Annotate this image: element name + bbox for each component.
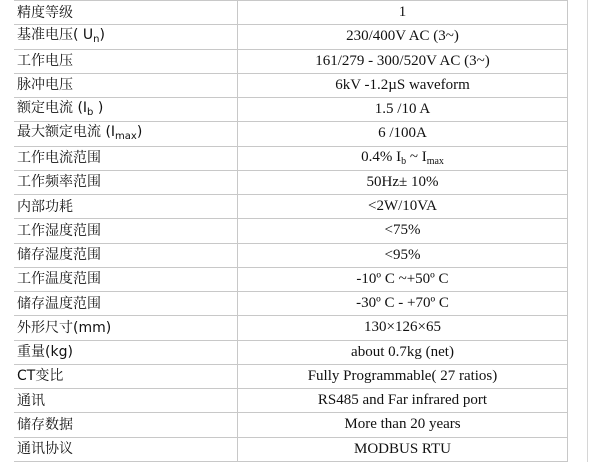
spec-label: 工作电流范围 [14, 146, 238, 170]
table-row [14, 25, 568, 49]
table-row [14, 364, 568, 388]
table-row [14, 170, 568, 194]
spec-value: 1 [238, 1, 568, 25]
spec-label: CT变比 [14, 364, 238, 388]
spec-label: 精度等级 [14, 1, 238, 25]
page-edge-divider [587, 0, 588, 462]
spec-value: 130×126×65 [238, 316, 568, 340]
spec-value: 161/279 - 300/520V AC (3~) [238, 49, 568, 73]
table-row [14, 122, 568, 146]
spec-label: 工作湿度范围 [14, 219, 238, 243]
spec-label: 重量(kg) [14, 340, 238, 364]
table-row [14, 195, 568, 219]
spec-value: 230/400V AC (3~) [238, 25, 568, 49]
table-row [14, 340, 568, 364]
table-row [14, 389, 568, 413]
table-row [14, 98, 568, 122]
spec-table [14, 0, 568, 462]
spec-label: 通讯 [14, 389, 238, 413]
spec-value: More than 20 years [238, 413, 568, 437]
table-row [14, 292, 568, 316]
spec-label: 通讯协议 [14, 437, 238, 461]
spec-value: 1.5 /10 A [238, 98, 568, 122]
spec-value: 0.4% $I_b$ ~ $I_{max}$ [238, 146, 568, 170]
spec-value: <2W/10VA [238, 195, 568, 219]
table-row [14, 73, 568, 97]
spec-value: 50Hz± 10% [238, 170, 568, 194]
table-row [14, 316, 568, 340]
table-row [14, 219, 568, 243]
table-row [14, 243, 568, 267]
spec-value: about 0.7kg (net) [238, 340, 568, 364]
spec-label: 脉冲电压 [14, 73, 238, 97]
spec-label: 储存数据 [14, 413, 238, 437]
spec-value: Fully Programmable( 27 ratios) [238, 364, 568, 388]
spec-label: 储存温度范围 [14, 292, 238, 316]
spec-label: 工作温度范围 [14, 267, 238, 291]
spec-value: 6kV -1.2µS waveform [238, 73, 568, 97]
table-row [14, 49, 568, 73]
spec-label: 最大额定电流 $(I_{max})$ [14, 122, 238, 146]
spec-value: RS485 and Far infrared port [238, 389, 568, 413]
spec-label: 储存湿度范围 [14, 243, 238, 267]
spec-label: 工作电压 [14, 49, 238, 73]
table-row [14, 267, 568, 291]
table-row [14, 437, 568, 461]
spec-label: 基准电压( $U_n$) [14, 25, 238, 49]
spec-value: -10º C ~+50º C [238, 267, 568, 291]
table-row [14, 146, 568, 170]
spec-value: MODBUS RTU [238, 437, 568, 461]
table-row [14, 413, 568, 437]
spec-value: 6 /100A [238, 122, 568, 146]
spec-label: 工作频率范围 [14, 170, 238, 194]
spec-value: <95% [238, 243, 568, 267]
spec-label: 外形尺寸(mm) [14, 316, 238, 340]
spec-value: <75% [238, 219, 568, 243]
spec-label: 额定电流 ($I_b$ ) [14, 98, 238, 122]
table-row [14, 1, 568, 25]
spec-value: -30º C - +70º C [238, 292, 568, 316]
spec-label: 内部功耗 [14, 195, 238, 219]
